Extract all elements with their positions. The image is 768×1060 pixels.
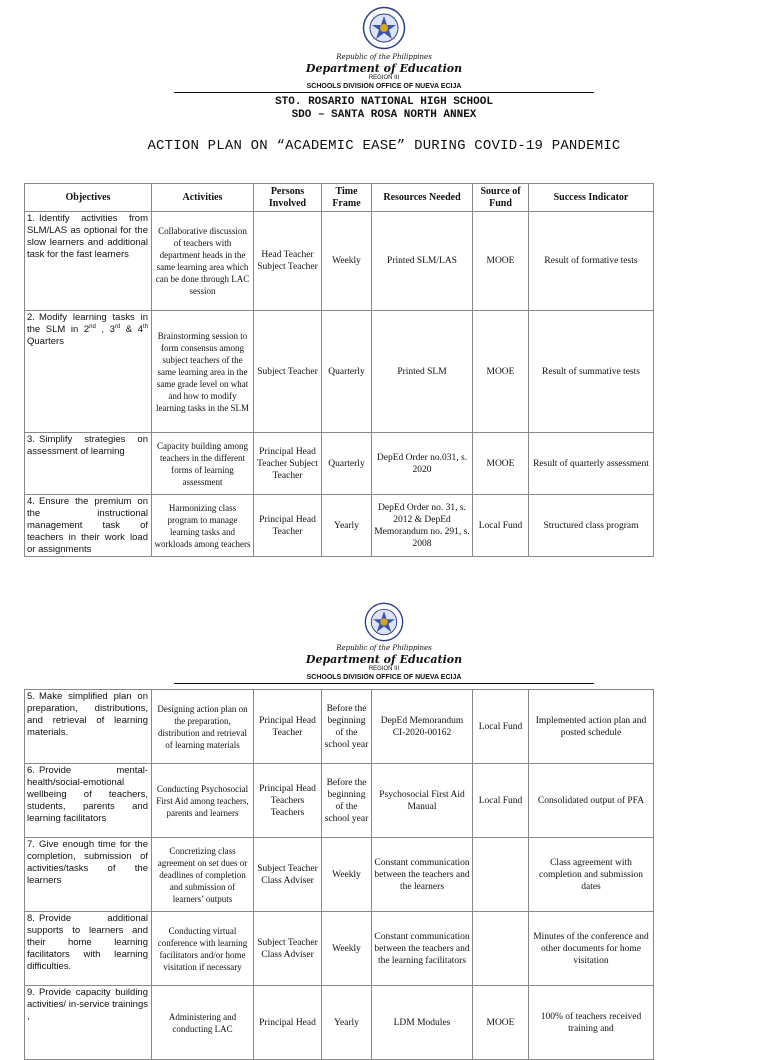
table-row (25, 912, 654, 986)
school-name: STO. ROSARIO NATIONAL HIGH SCHOOL (275, 96, 493, 108)
col-time-frame: Time Frame (322, 184, 372, 212)
persons-cell: Principal Head Teacher Subject Teacher (254, 433, 322, 495)
resources-cell: Printed SLM/LAS (372, 212, 473, 311)
col-success-indicator: Success Indicator (529, 184, 654, 212)
deped-seal-icon (364, 602, 404, 642)
col-objectives: Objectives (25, 184, 152, 212)
activity-cell: Brainstorming session to form consensus among subject teachers of the same learning area in the same grade level on what and how to modify learning tasks in the SLM (152, 311, 254, 433)
time-cell: Quarterly (322, 311, 372, 433)
activity-cell: Designing action plan on the preparation, distribution and retrieval of learning materials (152, 690, 254, 764)
header-divider (174, 92, 594, 93)
persons-cell: Head Teacher Subject Teacher (254, 212, 322, 311)
objective-cell: 9. Provide capacity building activities/ in-service trainings , (25, 986, 152, 1060)
col-persons: Persons Involved (254, 184, 322, 212)
table-row (25, 495, 654, 557)
fund-cell: MOOE (473, 986, 529, 1060)
objective-cell: 3. Simplify strategies on assessment of learning (25, 433, 152, 495)
resources-cell: DepEd Order no.031, s. 2020 (372, 433, 473, 495)
time-cell: Weekly (322, 912, 372, 986)
department-text: Department of Education (305, 62, 463, 75)
activity-cell: Concretizing class agreement on set dues or deadlines of completion and submission of learners’ outputs (152, 838, 254, 912)
department-text: Department of Education (305, 653, 463, 666)
activity-cell: Administering and conducting LAC (152, 986, 254, 1060)
school-sdo: SDO – SANTA ROSA NORTH ANNEX (291, 109, 477, 121)
republic-text: Republic of the Philippines (336, 644, 432, 652)
indicator-cell: Class agreement with completion and submission dates (529, 838, 654, 912)
table-row (25, 764, 654, 838)
persons-cell: Subject Teacher (254, 311, 322, 433)
persons-cell: Principal Head (254, 986, 322, 1060)
table-row (25, 212, 654, 311)
indicator-cell: Result of summative tests (529, 311, 654, 433)
table-row (25, 690, 654, 764)
activity-cell: Harmonizing class program to manage learning tasks and workloads among teachers (152, 495, 254, 557)
time-cell: Quarterly (322, 433, 372, 495)
persons-cell: Principal Head Teacher (254, 690, 322, 764)
indicator-cell: Implemented action plan and posted schedule (529, 690, 654, 764)
persons-cell: Principal Head Teachers Teachers (254, 764, 322, 838)
col-activities: Activities (152, 184, 254, 212)
resources-cell: DepEd Order no. 31, s. 2012 & DepEd Memorandum no. 291, s. 2008 (372, 495, 473, 557)
indicator-cell: 100% of teachers received training and (529, 986, 654, 1060)
objective-cell: 7. Give enough time for the completion, submission of activities/tasks of the learners (25, 838, 152, 912)
col-resources: Resources Needed (372, 184, 473, 212)
fund-cell: Local Fund (473, 764, 529, 838)
page-title: ACTION PLAN ON “ACADEMIC EASE” DURING COVID-19 PANDEMIC (147, 138, 621, 154)
region-text: REGION III (368, 666, 400, 672)
time-cell: Weekly (322, 212, 372, 311)
persons-cell: Principal Head Teacher (254, 495, 322, 557)
activity-cell: Conducting virtual conference with learning facilitators and/or home visitation if necessary (152, 912, 254, 986)
time-cell: Weekly (322, 838, 372, 912)
activity-cell: Conducting Psychosocial First Aid among teachers, parents and learners (152, 764, 254, 838)
region-text: REGION III (368, 75, 400, 81)
indicator-cell: Minutes of the conference and other documents for home visitation (529, 912, 654, 986)
table-row (25, 433, 654, 495)
indicator-cell: Result of quarterly assessment (529, 433, 654, 495)
persons-cell: Subject Teacher Class Adviser (254, 838, 322, 912)
action-plan-table-2 (24, 689, 654, 1060)
header-divider (174, 683, 594, 684)
objective-cell: 5. Make simplified plan on preparation, distributions, and retrieval of learning materials. (25, 690, 152, 764)
activity-cell: Collaborative discussion of teachers with department heads in the same learning area which can be done through LAC session (152, 212, 254, 311)
col-source-of-fund: Source of Fund (473, 184, 529, 212)
resources-cell: Constant communication between the teachers and the learning facilitators (372, 912, 473, 986)
time-cell: Yearly (322, 495, 372, 557)
action-plan-table-1 (24, 183, 654, 557)
indicator-cell: Consolidated output of PFA (529, 764, 654, 838)
letterhead (0, 6, 768, 93)
fund-cell: MOOE (473, 311, 529, 433)
resources-cell: DepEd Memorandum CI-2020-00162 (372, 690, 473, 764)
fund-cell: MOOE (473, 433, 529, 495)
resources-cell: Psychosocial First Aid Manual (372, 764, 473, 838)
resources-cell: LDM Modules (372, 986, 473, 1060)
persons-cell: Subject Teacher Class Adviser (254, 912, 322, 986)
objective-cell: 1. Identify activities from SLM/LAS as optional for the slow learners and additional task for the fast learners (25, 212, 152, 311)
deped-seal-icon (362, 6, 406, 50)
fund-cell (473, 912, 529, 986)
resources-cell: Constant communication between the teachers and the learners (372, 838, 473, 912)
division-text: SCHOOLS DIVISION OFFICE OF NUEVA ECIJA (306, 83, 462, 90)
letterhead (0, 602, 768, 684)
division-text: SCHOOLS DIVISION OFFICE OF NUEVA ECIJA (306, 674, 462, 681)
objective-cell: 4. Ensure the premium on the instructional management task of teachers in their work load or assignments (25, 495, 152, 557)
objective-cell: 8. Provide additional supports to learners and their home learning facilitators with learning difficulties. (25, 912, 152, 986)
resources-cell: Printed SLM (372, 311, 473, 433)
objective-cell: 2. Modify learning tasks in the SLM in 2nd , 3rd & 4th Quarters (25, 311, 152, 433)
table-row (25, 838, 654, 912)
time-cell: Yearly (322, 986, 372, 1060)
time-cell: Before the beginning of the school year (322, 690, 372, 764)
objective-cell: 6. Provide mental-health/social-emotional wellbeing of teachers, students, parents and learning facilitators (25, 764, 152, 838)
time-cell: Before the beginning of the school year (322, 764, 372, 838)
table-header-row (25, 184, 654, 212)
table-row (25, 986, 654, 1060)
fund-cell (473, 838, 529, 912)
activity-cell: Capacity building among teachers in the different forms of learning assessment (152, 433, 254, 495)
fund-cell: Local Fund (473, 495, 529, 557)
fund-cell: MOOE (473, 212, 529, 311)
fund-cell: Local Fund (473, 690, 529, 764)
republic-text: Republic of the Philippines (336, 53, 432, 61)
indicator-cell: Structured class program (529, 495, 654, 557)
indicator-cell: Result of formative tests (529, 212, 654, 311)
table-row (25, 311, 654, 433)
